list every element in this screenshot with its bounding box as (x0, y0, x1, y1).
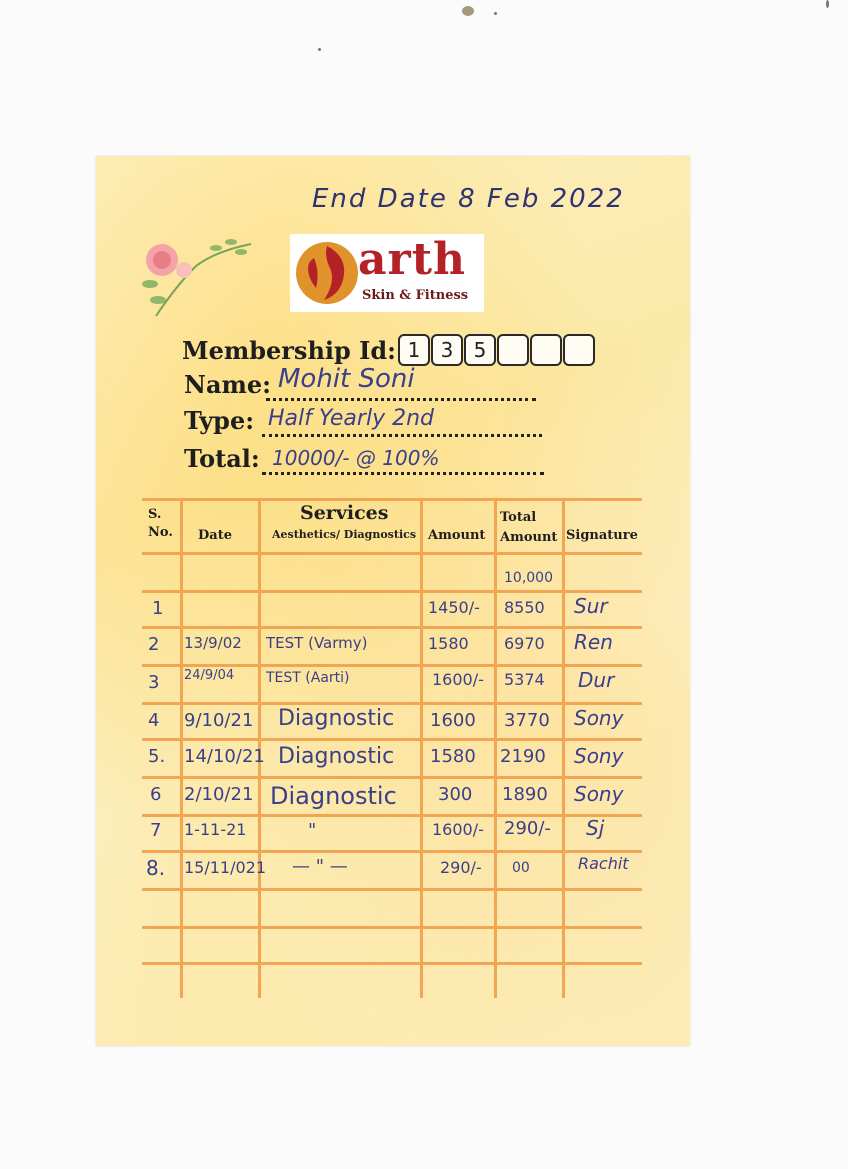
row-service: TEST (Aarti) (266, 670, 350, 686)
header-date: Date (198, 528, 232, 543)
row-date: 24/9/04 (184, 668, 235, 683)
row-date: 1-11-21 (184, 820, 247, 839)
scan-speck (494, 12, 497, 15)
row-service: — " — (292, 856, 348, 877)
table-row-divider (142, 664, 642, 667)
name-dotted-line (266, 398, 536, 401)
row-service: " (308, 820, 317, 841)
id-digit-box: 5 (464, 334, 496, 366)
row-signature: Ren (574, 630, 613, 654)
table-row-divider (142, 626, 642, 629)
row-date: 2/10/21 (184, 784, 254, 805)
row-signature: Sur (574, 594, 608, 618)
row-sno: 8. (146, 856, 166, 880)
table-row-divider (142, 738, 642, 741)
row-amount: 1450/- (428, 598, 480, 617)
row-signature: Dur (578, 668, 615, 692)
row-date: 15/11/021 (184, 858, 267, 877)
total-dotted-line (262, 472, 544, 475)
row-total: 6970 (504, 634, 545, 653)
logo-emblem-icon (294, 238, 360, 308)
row-sno: 6 (150, 784, 162, 805)
row-service: Diagnostic (270, 782, 397, 810)
end-date-note: End Date 8 Feb 2022 (312, 184, 625, 214)
row-total: 1890 (502, 784, 548, 805)
table-row-divider (142, 702, 642, 705)
table-row-divider (142, 962, 642, 965)
table-row-divider (142, 552, 642, 555)
scan-speck (318, 48, 321, 51)
header-services-sub: Aesthetics/ Diagnostics (272, 528, 417, 541)
row-amount: 1600/- (432, 670, 484, 689)
scan-speck (826, 0, 829, 8)
row-service: Diagnostic (278, 744, 395, 769)
name-label: Name: (184, 370, 272, 399)
row-signature: Sony (574, 782, 624, 806)
id-digit-box: 3 (431, 334, 463, 366)
table-row-divider (142, 590, 642, 593)
row-service: TEST (Varmy) (266, 634, 368, 652)
row-sno: 4 (148, 710, 160, 731)
total-value: 10000/- @ 100% (272, 446, 440, 470)
header-total-amount: Total Amount (500, 510, 558, 545)
row-amount: 1580 (430, 746, 476, 767)
header-services: Services (300, 502, 389, 524)
table-col-divider (420, 498, 423, 998)
header-sno: S. No. (148, 507, 173, 540)
row-total: 00 (512, 860, 530, 876)
row-sno: 7 (150, 820, 162, 841)
row-signature: Sony (574, 706, 624, 730)
row-total: 5374 (504, 670, 545, 689)
table-row-divider (142, 926, 642, 929)
row-sno: 1 (152, 598, 164, 619)
table-row-divider (142, 814, 642, 817)
row-sno: 5. (148, 746, 166, 767)
row-date: 14/10/21 (184, 746, 265, 767)
id-digit-box (497, 334, 529, 366)
row-amount: 1600/- (432, 820, 484, 839)
row-signature: Rachit (578, 854, 629, 873)
row-amount: 1580 (428, 634, 469, 653)
row-amount: 290/- (440, 858, 482, 877)
membership-card (96, 156, 690, 1046)
type-dotted-line (262, 434, 542, 437)
row-amount: 300 (438, 784, 473, 805)
table-row-divider (142, 850, 642, 853)
header-signature: Signature (566, 528, 638, 543)
row-date: 13/9/02 (184, 634, 242, 652)
type-label: Type: (184, 406, 255, 435)
row-signature: Sony (574, 744, 624, 768)
row-total: 290/- (504, 818, 551, 839)
id-digit-box (563, 334, 595, 366)
table-row-divider (142, 888, 642, 891)
id-digit-box: 1 (398, 334, 430, 366)
membership-id-label: Membership Id: (182, 336, 397, 365)
row-service: Diagnostic (278, 706, 395, 731)
table-col-divider (494, 498, 497, 998)
table-row-divider (142, 776, 642, 779)
name-value: Mohit Soni (278, 364, 415, 394)
scan-speck (462, 6, 474, 16)
type-value: Half Yearly 2nd (268, 406, 434, 431)
arth-logo (290, 234, 484, 312)
total-label: Total: (184, 444, 260, 473)
row-signature: Sj (586, 816, 605, 840)
logo-wordmark: arth (358, 234, 467, 285)
row-total: 3770 (504, 710, 550, 731)
table-col-divider (562, 498, 565, 998)
header-amount: Amount (428, 528, 486, 543)
row-amount: 1600 (430, 710, 476, 731)
flower-decoration-icon (136, 226, 256, 326)
opening-total: 10,000 (504, 570, 553, 586)
row-sno: 3 (148, 672, 160, 693)
id-digit-box (530, 334, 562, 366)
logo-subtitle: Skin & Fitness (362, 288, 469, 303)
row-total: 2190 (500, 746, 546, 767)
table-col-divider (180, 498, 183, 998)
row-total: 8550 (504, 598, 545, 617)
row-sno: 2 (148, 634, 160, 655)
table-row-divider (142, 498, 642, 501)
row-date: 9/10/21 (184, 710, 254, 731)
services-table (142, 498, 642, 998)
